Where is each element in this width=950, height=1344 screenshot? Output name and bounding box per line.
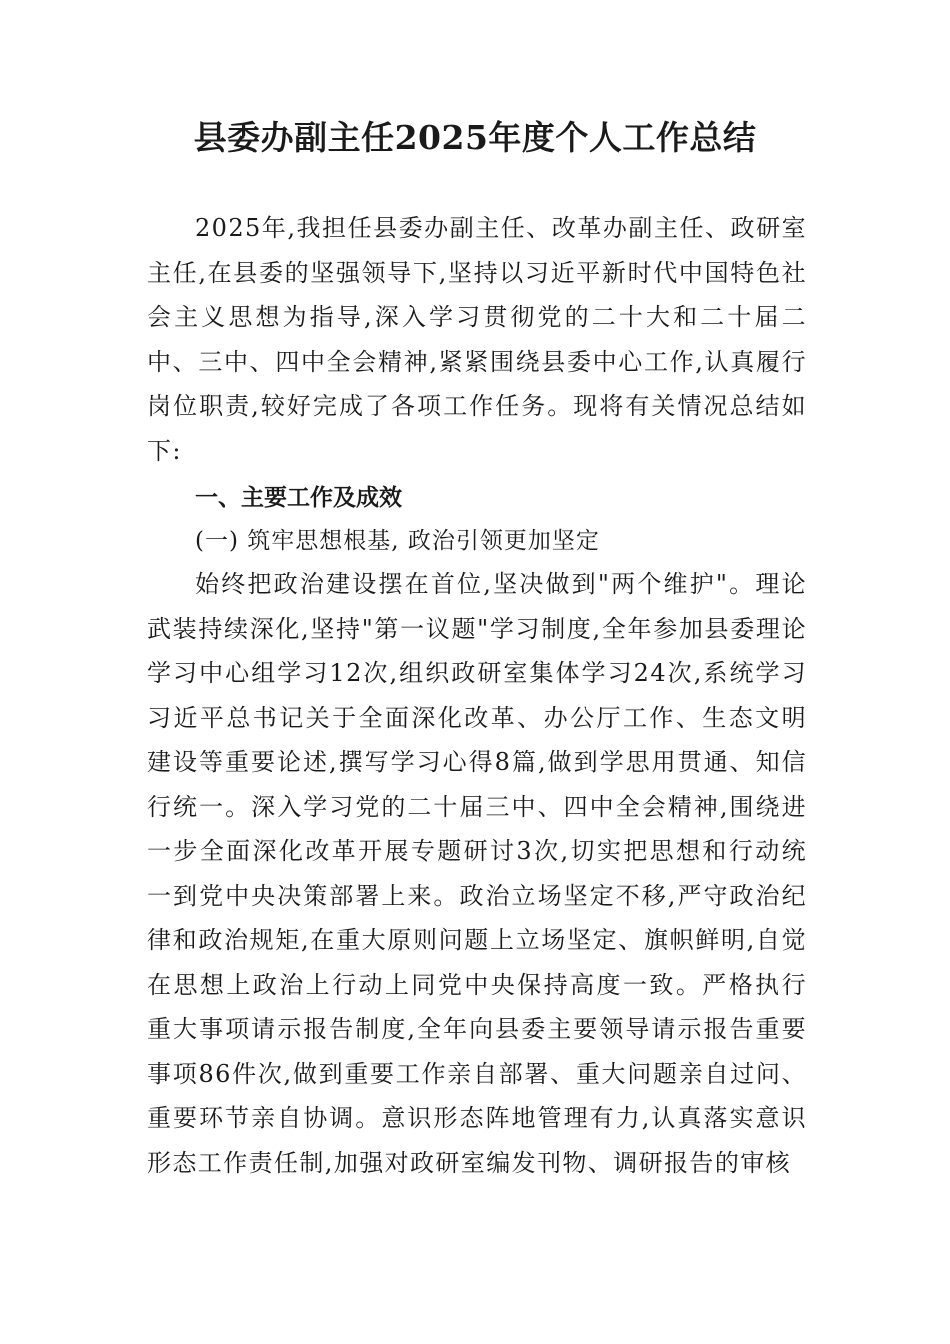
intro-paragraph: 2025年,我担任县委办副主任、改革办副主任、政研室主任,在县委的坚强领导下,坚持以习近平新时代中国特色社会主义思想为指导,深入学习贯彻党的二十大和二十届二中、三中、四中全会精神,紧紧围绕县委中心工作,认真履行岗位职责,较好完成了各项工作任务。现将有关情况总结如下: [147, 214, 807, 465]
section-heading: 一、主要工作及成效 [195, 485, 402, 511]
subsection-heading: (一) 筑牢思想根基, 政治引领更加坚定 [195, 528, 600, 554]
body-paragraph: 始终把政治建设摆在首位,坚决做到"两个维护"。理论武装持续深化,坚持"第一议题"学习制度,全年参加县委理论学习中心组学习12次,组织政研室集体学习24次,系统学习习近平总书记关于全面深化改革、办公厅工作、生态文明建设等重要论述,撰写学习心得8篇,做到学思用贯通、知信行统一。深入学习党的二十届三中、四中全会精神,围绕进一步全面深化改革开展专题研讨3次,切实把思想和行动统一到党中央决策部署上来。政治立场坚定不移,严守政治纪律和政治规矩,在重大原则问题上立场坚定、旗帜鲜明,自觉在思想上政治上行动上同党中央保持高度一致。严格执行重大事项请示报告制度,全年向县委主要领导请示报告重要事项86件次,做到重要工作亲自部署、重大问题亲自过问、重要环节亲自协调。意识形态阵地管理有力,认真落实意识形态工作责任制,加强对政研室编发刊物、调研报告的审核 [147, 570, 807, 1177]
document-title: 县委办副主任2025年度个人工作总结 [193, 118, 757, 157]
